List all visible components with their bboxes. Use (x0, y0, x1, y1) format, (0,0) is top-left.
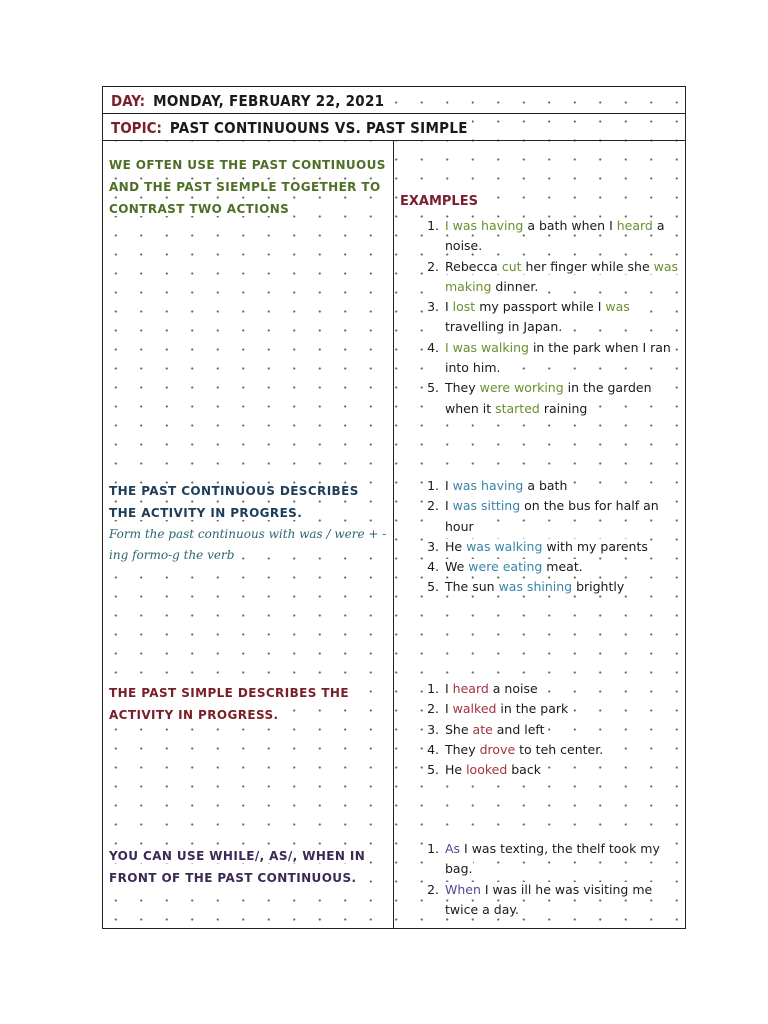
example-fragment: a bath (523, 478, 568, 493)
example-number: 4. (423, 740, 439, 760)
highlighted-verb: was sitting (452, 498, 521, 514)
example-fragment: in the park (496, 701, 569, 717)
example-text (445, 681, 538, 696)
example-text (445, 722, 545, 737)
example-item (403, 338, 681, 379)
example-item (403, 740, 681, 760)
example-item (403, 537, 681, 557)
example-item (403, 760, 681, 780)
highlighted-verb: When (445, 881, 481, 897)
example-fragment: I (445, 701, 453, 717)
example-text (445, 882, 652, 917)
example-item (403, 557, 681, 577)
example-number: 2. (423, 880, 439, 900)
example-number: 1. (423, 216, 439, 236)
example-text (445, 259, 678, 294)
example-text (445, 478, 567, 493)
highlighted-verb: started (495, 400, 540, 416)
example-item (403, 476, 681, 496)
rule-past-continuous: THE PAST CONTINUOUS DESCRIBES THE ACTIVITY IN PROGRES. (109, 484, 359, 520)
highlighted-verb: were eating (468, 559, 543, 575)
example-text (445, 299, 630, 334)
highlighted-verb: I was walking (445, 339, 529, 355)
highlighted-verb: cut (501, 258, 522, 274)
example-text (445, 380, 652, 415)
example-fragment: I was texting, the thelf took my bag. (445, 841, 660, 877)
example-fragment: to teh center. (515, 741, 604, 757)
example-number: 3. (423, 537, 439, 557)
rule-past-simple: THE PAST SIMPLE DESCRIBES THE ACTIVITY IN PROGRESS. (109, 686, 349, 722)
day-row (111, 88, 388, 114)
example-fragment: back (507, 762, 541, 778)
example-fragment: I (445, 478, 453, 493)
example-number: 3. (423, 297, 439, 317)
example-text (445, 498, 659, 533)
example-fragment: They (445, 380, 480, 396)
examples-list-3 (403, 679, 681, 780)
example-fragment: in the garden when it (445, 380, 652, 416)
highlighted-verb: was walking (466, 538, 543, 554)
example-fragment: He (445, 538, 467, 554)
example-fragment: brightly (572, 579, 625, 595)
example-item (403, 577, 681, 597)
examples-list-4 (403, 839, 681, 920)
example-text (445, 218, 665, 253)
rule-while-as-when: YOU CAN USE WHILE/, AS/, WHEN IN FRONT OF THE PAST CONTINUOUS. (109, 849, 366, 885)
example-fragment: my passport while I (475, 299, 606, 315)
example-fragment: travelling in Japan. (445, 319, 563, 335)
highlighted-verb: As (445, 841, 461, 856)
example-text (445, 340, 671, 375)
highlighted-verb: lost (452, 299, 476, 315)
example-item (403, 496, 681, 537)
example-fragment: She (445, 721, 473, 737)
example-text (445, 539, 648, 554)
divider-line (103, 113, 685, 114)
example-fragment: I (445, 681, 453, 696)
example-number: 5. (423, 577, 439, 597)
example-item (403, 257, 681, 298)
example-fragment: dinner. (491, 278, 539, 294)
example-fragment: I (445, 299, 453, 315)
example-number: 1. (423, 839, 439, 859)
example-text (445, 742, 603, 757)
highlighted-verb: walked (452, 701, 497, 717)
highlighted-verb: was shining (498, 579, 573, 595)
example-number: 1. (423, 679, 439, 699)
highlighted-verb: heard (616, 218, 653, 233)
example-fragment: in the park when I ran into him. (445, 339, 671, 376)
examples-title: EXAMPLES (400, 194, 478, 209)
example-fragment: with my parents (542, 538, 648, 554)
example-fragment: raining (539, 400, 588, 416)
highlighted-verb: I was having (445, 218, 524, 233)
example-number: 5. (423, 760, 439, 780)
example-text (445, 841, 660, 876)
example-fragment: The sun (445, 579, 499, 595)
example-text (445, 701, 568, 716)
note-form-past-continuous: Form the past continuous with was / were + -ing formo-g the verb (109, 527, 387, 562)
highlighted-verb: drove (479, 741, 516, 757)
example-item (403, 699, 681, 719)
example-fragment: I (445, 498, 453, 514)
example-fragment: He (445, 762, 467, 778)
example-fragment: her finger while she (521, 258, 654, 274)
highlighted-verb: ate (472, 721, 493, 737)
example-number: 4. (423, 338, 439, 358)
examples-list-1 (403, 216, 681, 419)
day-value: MONDAY, FEBRUARY 22, 2021 (153, 92, 385, 110)
example-fragment: and left (492, 721, 545, 737)
example-fragment: I was ill he was visiting me twice a day. (445, 881, 653, 917)
topic-label: TOPIC: (111, 119, 162, 137)
example-number: 2. (423, 496, 439, 516)
day-label: DAY: (111, 92, 146, 110)
example-fragment: meat. (542, 559, 583, 575)
example-number: 2. (423, 699, 439, 719)
example-number: 1. (423, 476, 439, 496)
highlighted-verb: looked (466, 762, 508, 778)
highlighted-verb: were working (479, 380, 564, 396)
example-fragment: a bath when I (523, 218, 617, 233)
example-number: 4. (423, 557, 439, 577)
highlighted-verb: was having (452, 478, 524, 493)
example-fragment: on the bus for half an hour (445, 498, 659, 534)
example-number: 2. (423, 257, 439, 277)
examples-list-2 (403, 476, 681, 598)
example-fragment: They (445, 741, 480, 757)
highlighted-verb: heard (452, 681, 489, 696)
example-fragment: Rebecca (445, 258, 502, 274)
example-text (445, 559, 583, 574)
example-item (403, 720, 681, 740)
example-number: 5. (423, 378, 439, 398)
example-text (445, 579, 624, 594)
highlighted-verb: was making (445, 258, 679, 294)
example-item (403, 839, 681, 880)
example-text (445, 762, 541, 777)
highlighted-verb: was (605, 299, 630, 315)
example-item (403, 378, 681, 419)
example-item (403, 216, 681, 257)
topic-row (111, 115, 472, 141)
example-fragment: a noise (488, 681, 538, 696)
notebook-sheet (102, 86, 686, 929)
example-item (403, 880, 681, 921)
divider-line (103, 140, 685, 141)
example-item (403, 297, 681, 338)
example-item (403, 679, 681, 699)
example-fragment: a noise. (445, 218, 665, 254)
column-divider (393, 141, 394, 928)
example-fragment: We (445, 559, 469, 575)
topic-value: PAST CONTINUOUNS VS. PAST SIMPLE (169, 119, 468, 137)
rule-contrast-actions: WE OFTEN USE THE PAST CONTINUOUS AND THE PAST SIEMPLE TOGETHER TO CONTRAST TWO ACTIONS (109, 158, 386, 216)
example-number: 3. (423, 720, 439, 740)
